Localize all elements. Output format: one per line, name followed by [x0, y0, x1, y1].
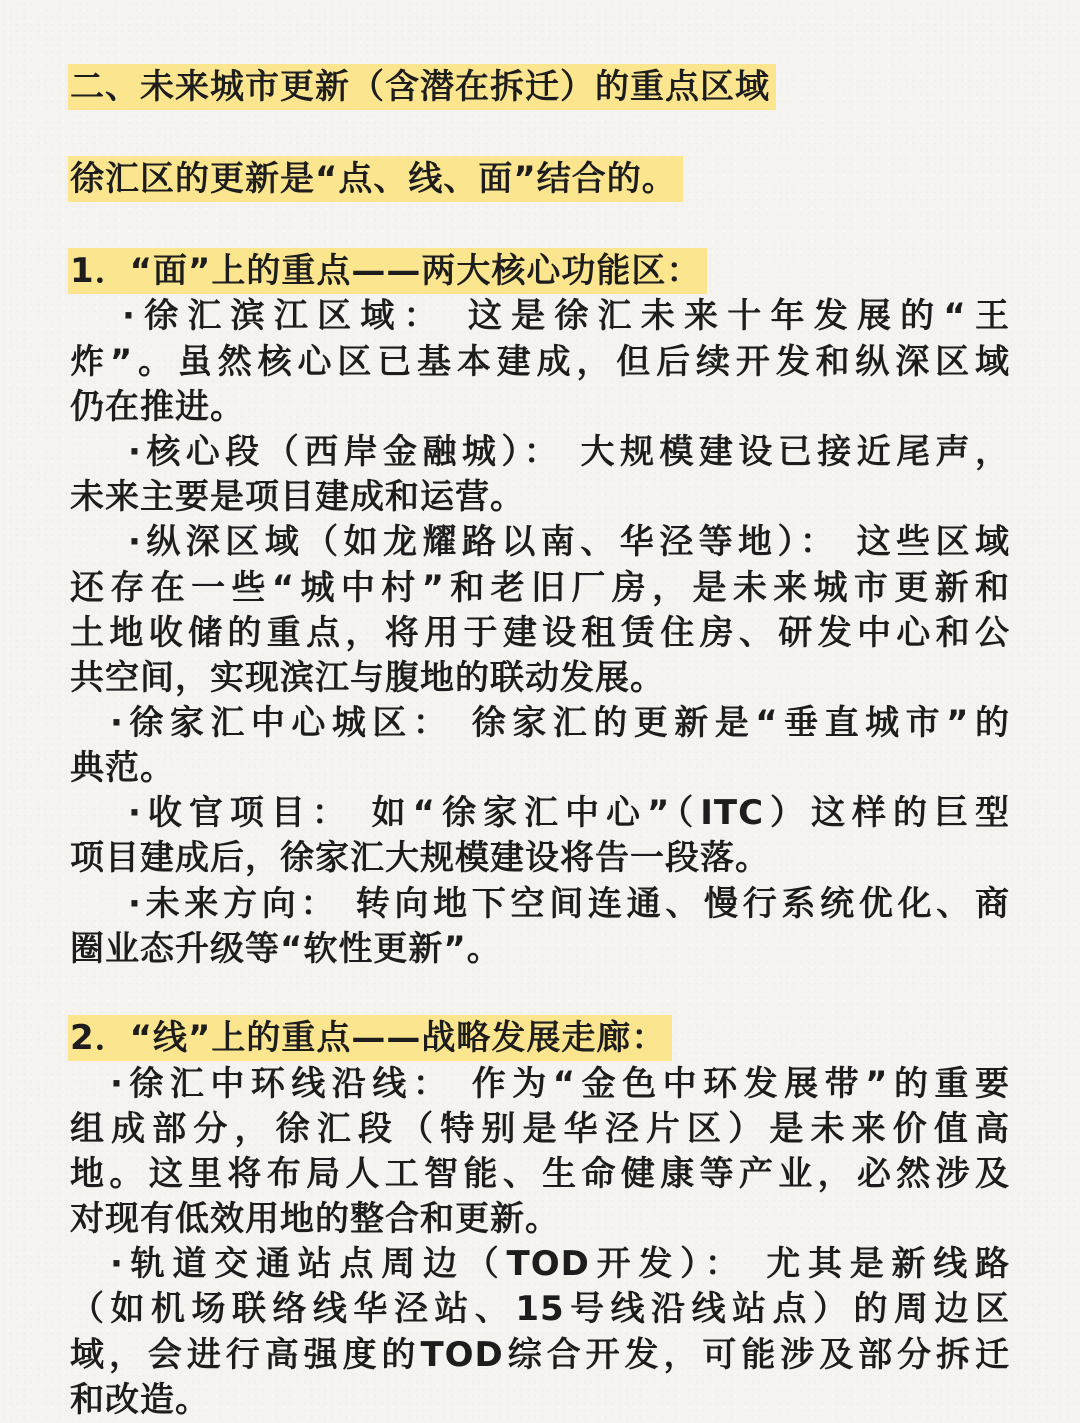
- paragraph-line: ·纵深区域（如龙耀路以南、华泾等地）： 这些区域: [128, 522, 1010, 562]
- paragraph-line: ·轨道交通站点周边（TOD开发）： 尤其是新线路: [110, 1244, 1010, 1284]
- section-heading-text: 二、未来城市更新（含潜在拆迁）的重点区域: [68, 64, 776, 110]
- paragraph-line: 未来主要是项目建成和运营。: [70, 477, 525, 517]
- paragraph-line: ·徐汇中环线沿线： 作为“金色中环发展带”的重要: [110, 1064, 1010, 1104]
- paragraph-line: 土地收储的重点，将用于建设租赁住房、研发中心和公: [70, 613, 1010, 653]
- paragraph-line: ·核心段（西岸金融城）： 大规模建设已接近尾声，: [128, 432, 1010, 472]
- intro-line: [70, 156, 683, 202]
- intro-text: 徐汇区的更新是“点、线、面”结合的。: [68, 156, 683, 202]
- paragraph-line: 对现有低效用地的整合和更新。: [70, 1199, 560, 1239]
- subsection-heading-2: [70, 1015, 672, 1061]
- subsection-heading-1: [70, 248, 707, 294]
- paragraph-line: 共空间，实现滨江与腹地的联动发展。: [70, 658, 665, 698]
- paragraph-line: ·收官项目： 如“徐家汇中心”（ITC）这样的巨型: [128, 793, 1010, 833]
- paragraph-line: 域，会进行高强度的TOD综合开发，可能涉及部分拆迁: [70, 1335, 1010, 1375]
- paragraph-line: 仍在推进。: [70, 387, 245, 427]
- paragraph-line: ·徐家汇中心城区： 徐家汇的更新是“垂直城市”的: [110, 703, 1010, 743]
- subsection-heading-1-text: 1．“面”上的重点——两大核心功能区：: [68, 248, 707, 294]
- paragraph-line: 圈业态升级等“软性更新”。: [70, 929, 502, 969]
- paragraph-line: 还存在一些“城中村”和老旧厂房，是未来城市更新和: [70, 568, 1010, 608]
- section-heading: [70, 64, 776, 110]
- paragraph-line: 地。这里将布局人工智能、生命健康等产业，必然涉及: [70, 1154, 1010, 1194]
- paragraph-line: ·未来方向： 转向地下空间连通、慢行系统优化、商: [128, 884, 1010, 924]
- paragraph-line: 和改造。: [70, 1380, 210, 1420]
- subsection-heading-2-text: 2．“线”上的重点——战略发展走廊：: [68, 1015, 672, 1061]
- paragraph-line: 典范。: [70, 748, 175, 788]
- paragraph-line: 组成部分，徐汇段（特别是华泾片区）是未来价值高: [70, 1109, 1010, 1149]
- paragraph-line: ·徐汇滨江区域： 这是徐汇未来十年发展的“王: [122, 296, 1010, 336]
- paragraph-line: 项目建成后，徐家汇大规模建设将告一段落。: [70, 838, 770, 878]
- paragraph-line: 炸”。虽然核心区已基本建成，但后续开发和纵深区域: [70, 342, 1010, 382]
- paragraph-line: （如机场联络线华泾站、15号线沿线站点）的周边区: [70, 1289, 1010, 1329]
